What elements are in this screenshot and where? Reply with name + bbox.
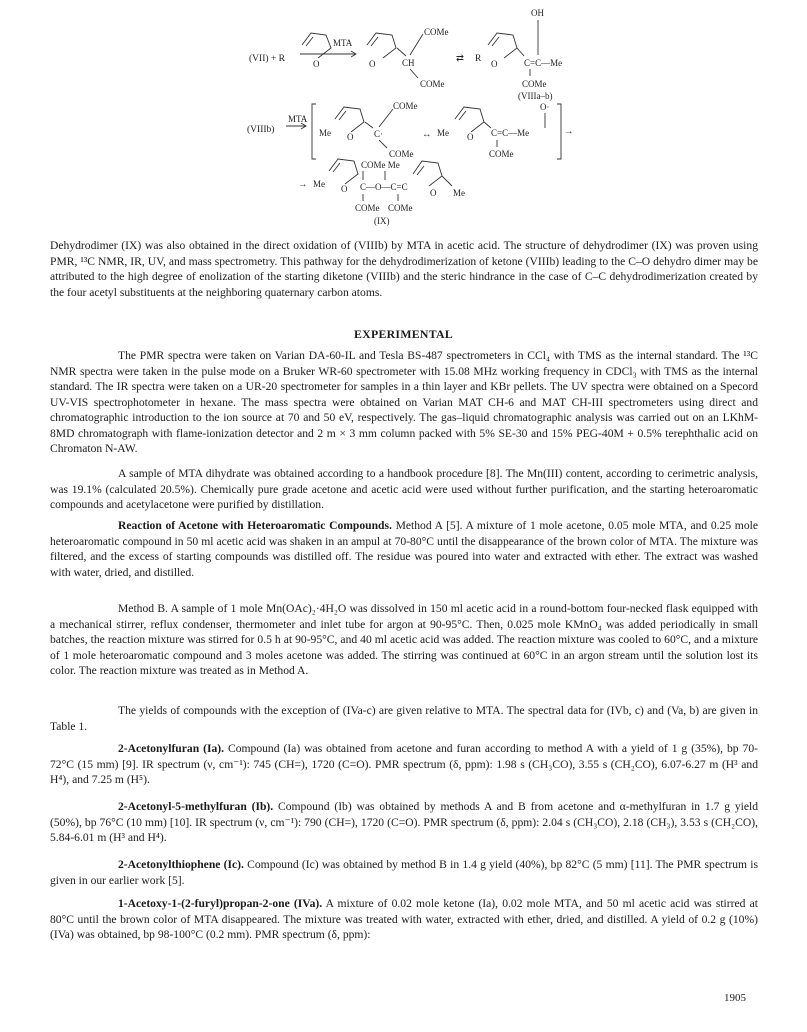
row3-chain: C—O—C=C: [360, 182, 408, 192]
run-in-heading-iva: 1-Acetoxy-1-(2-furyl)propan-2-one (IVa).: [118, 897, 323, 910]
row1-ch: CH: [402, 58, 415, 68]
scheme-row-1: [249, 8, 562, 101]
row1-mta-label: MTA: [333, 38, 353, 48]
paragraph-instruments: The PMR spectra were taken on Varian DA-60-IL and Tesla BS-487 spectrometers in CCl₄ with TMS as the internal standard. The ¹³C NMR spectra were taken in the pulse mode on a Bruker WR-60 spectrometer with 15.08 MHz working frequency in CDCl₃ with TMS as the internal standard. The IR spectra were taken on a UR-20 spectrometer for samples in a thin layer and KBr pellets. The UV spectra were obtained on a Specord UV-VIS spectrophotometer in hexane. The mass spectra were obtained on Varian MAT CH-6 and MAT CH-III spectrometers using direct and chromatographic introduction to the ion source at 70 and 50 eV, respectively. The gas–liquid chromatographic analysis was carried out on an LKhM-8MD chromatograph with flame-ionization detector and 2 m × 3 mm column packed with 5% SE-30 and 15% PEG-40M + 0.5% terephthalic acid on Chromaton N-AW.: [50, 349, 758, 455]
row1-ring1-oxygen: O: [313, 59, 320, 69]
paragraph-compound-iva: [50, 896, 758, 943]
paragraph-compound-ia: [50, 741, 758, 788]
row3-arrow: →: [298, 180, 308, 190]
reaction-scheme: [0, 0, 807, 232]
compound-ib-text: Compound (Ib) was obtained by methods A and B from acetone and α-methylfuran in 1.7 g yield (50%), bp 76°C (10 mm) [10]. IR spectrum (ν, cm⁻¹): 790 (CH=), 1720 (C=O). PMR spectrum (δ, ppm): 2.04 s (CH₃CO), 2.18 (CH₃), 3.53 s (CH₂CO), 5.84-6.01 m (H³ and H⁴).: [50, 800, 758, 844]
row1-ring2-oxygen: O: [369, 59, 376, 69]
method-a-text: Method A [5]. A mixture of 1 mole acetone, 0.05 mole MTA, and 0.25 mole heteroaromatic compound in 50 ml acetic acid was shaken in an ampul at 70-80°C until the disappearance of the brown color of MTA. The mixture was filtered, and the excess of starting compounds was distilled off. The residue was poured into water and extracted with ether. The extract was washed with water, dried, and distilled.: [50, 519, 758, 579]
row2-come-lower: COMe: [389, 149, 414, 159]
row2-mta-label: MTA: [288, 114, 308, 124]
row1-ring3-oxygen: O: [491, 59, 498, 69]
compound-ia-text: Compound (Ia) was obtained from acetone and furan according to method A with a yield of 1 g (35%), bp 70-72°C (15 mm) [9]. IR spectrum (ν, cm⁻¹): 745 (CH=), 1720 (C=O). PMR spectrum (δ, ppm): 1.98 s (CH₃CO), 3.55 s (CH₂CO), 6.07-6.27 m (H³ and H⁴), and 7.25 m (H⁵).: [50, 742, 758, 786]
row3-come-a: COMe: [355, 203, 380, 213]
page-number: 1905: [724, 992, 746, 1004]
paragraph-yields: The yields of compounds with the exception of (IVa-c) are given relative to MTA. The spectral data for (IVb, c) and (Va, b) are given in Table 1.: [50, 704, 758, 733]
row3-ring2-oxygen: O: [430, 188, 437, 198]
row3-compound-tag: (IX): [374, 216, 390, 226]
row2-bracket-left: [312, 104, 316, 159]
row1-oh: OH: [531, 8, 544, 18]
row1-come-top: COMe: [424, 27, 449, 37]
row2-bracket-right: [557, 104, 561, 159]
row2-reactant: (VIIIb): [247, 125, 275, 135]
row2-o-radical: O·: [540, 102, 550, 112]
run-in-heading-ic: 2-Acetonylthiophene (Ic).: [118, 858, 244, 871]
paragraph-mta-sample: A sample of MTA dihydrate was obtained according to a handbook procedure [8]. The Mn(III) content, according to cerimetric analysis, was 19.1% (calculated 20.5%). Chemically pure grade acetone and acetic acid were used without further purification, and the starting heteroaromatic compounds and acetylacetone were purified by distillation.: [50, 467, 758, 511]
row1-come-enol: COMe: [522, 79, 547, 89]
row3-ring1-oxygen: O: [341, 184, 348, 194]
compound-iva-text: A mixture of 0.02 mole ketone (Ia), 0.02 mole MTA, and 50 ml acetic acid was stirred at 80°C until the brown color of MTA disappeared. The mixture was treated with water, extracted with ether, dried, and distilled. A yield of 0.2 g (10%) (IVa) was obtained, bp 98-100°C (0.2 mm). PMR spectrum (δ, ppm):: [50, 897, 758, 941]
paragraph-method-a: [50, 518, 758, 580]
row2-arrow: →: [564, 127, 574, 137]
row2-ring1-oxygen: O: [347, 132, 354, 142]
run-in-heading-ia: 2-Acetonylfuran (Ia).: [118, 742, 225, 755]
row3-me2: Me: [453, 188, 465, 198]
scheme-row-2: [247, 101, 574, 159]
row3-furan-ring-2: [413, 161, 442, 186]
row2-come-top: COMe: [393, 101, 418, 111]
paragraph-compound-ib: [50, 799, 758, 846]
section-heading-experimental: EXPERIMENTAL: [353, 327, 454, 341]
row1-r2: R: [475, 54, 482, 64]
paragraph-method-b: Method B. A sample of 1 mole Mn(OAc)₂·4H₂O was dissolved in 150 ml acetic acid in a round-bottom four-necked flask equipped with a mechanical stirrer, reflux condenser, thermometer and inlet tube for argon at 90-95°C. Then, 0.025 mole KMnO₄ was added periodically in small batches, the reaction mixture was stirred for 0.5 h at 90-95°C, and 40 ml acetic acid was added. The reaction mixture was cooled to 60°C, and a mixture of 1 mole heteroaromatic compound and 3 moles acetone was added. The stirring was continued at 60°C in an argon stream until the solution lost its color. The reaction mixture was treated as in Method A.: [50, 602, 758, 677]
row3-come-b: COMe: [388, 203, 413, 213]
row2-resonance: ↔: [422, 130, 432, 140]
scheme-row-3: [298, 159, 465, 226]
row1-equilibrium: ⇄: [456, 54, 464, 64]
row2-c-radical: C·: [374, 129, 383, 139]
compound-ic-text: Compound (Ic) was obtained by method B in 1.4 g yield (40%), bp 82°C (5 mm) [11]. The PMR spectrum is given in our earlier work [5].: [50, 858, 758, 887]
row1-compound-tag: (VIIIa–b): [518, 91, 553, 101]
row2-me2: Me: [437, 128, 449, 138]
row2-ring2-oxygen: O: [467, 132, 474, 142]
row1-come-lower: COMe: [420, 79, 445, 89]
row2-me1: Me: [319, 128, 331, 138]
paragraph-dehydrodimer: Dehydrodimer (IX) was also obtained in the direct oxidation of (VIIIb) by MTA in acetic acid. The structure of dehydrodimer (IX) was proven using PMR, ¹³C NMR, IR, UV, and mass spectrometry. This pathway for the dehydrodimerization of ketone (VIIIb) leading to the C–O dehydro dimer may be attributed to the high degree of enolization of the starting diketone (VIIIb) and the steric hindrance in the case of C–C dehydrodimerization created by the four acetyl substituents at the neighboring quaternary carbon atoms.: [50, 239, 758, 299]
row3-come-me: COMe Me: [361, 160, 400, 170]
row3-me1: Me: [313, 179, 325, 189]
run-in-heading-ib: 2-Acetonyl-5-methylfuran (Ib).: [118, 800, 274, 813]
paragraph-compound-ic: [50, 857, 758, 888]
row2-come-enolate: COMe: [489, 149, 514, 159]
row2-enolate: C=C—Me: [491, 128, 530, 138]
run-in-heading-reaction: Reaction of Acetone with Heteroaromatic Compounds.: [118, 519, 392, 532]
row1-reactant: (VII) + R: [249, 54, 285, 64]
row1-enol: C=C—Me: [524, 58, 563, 68]
